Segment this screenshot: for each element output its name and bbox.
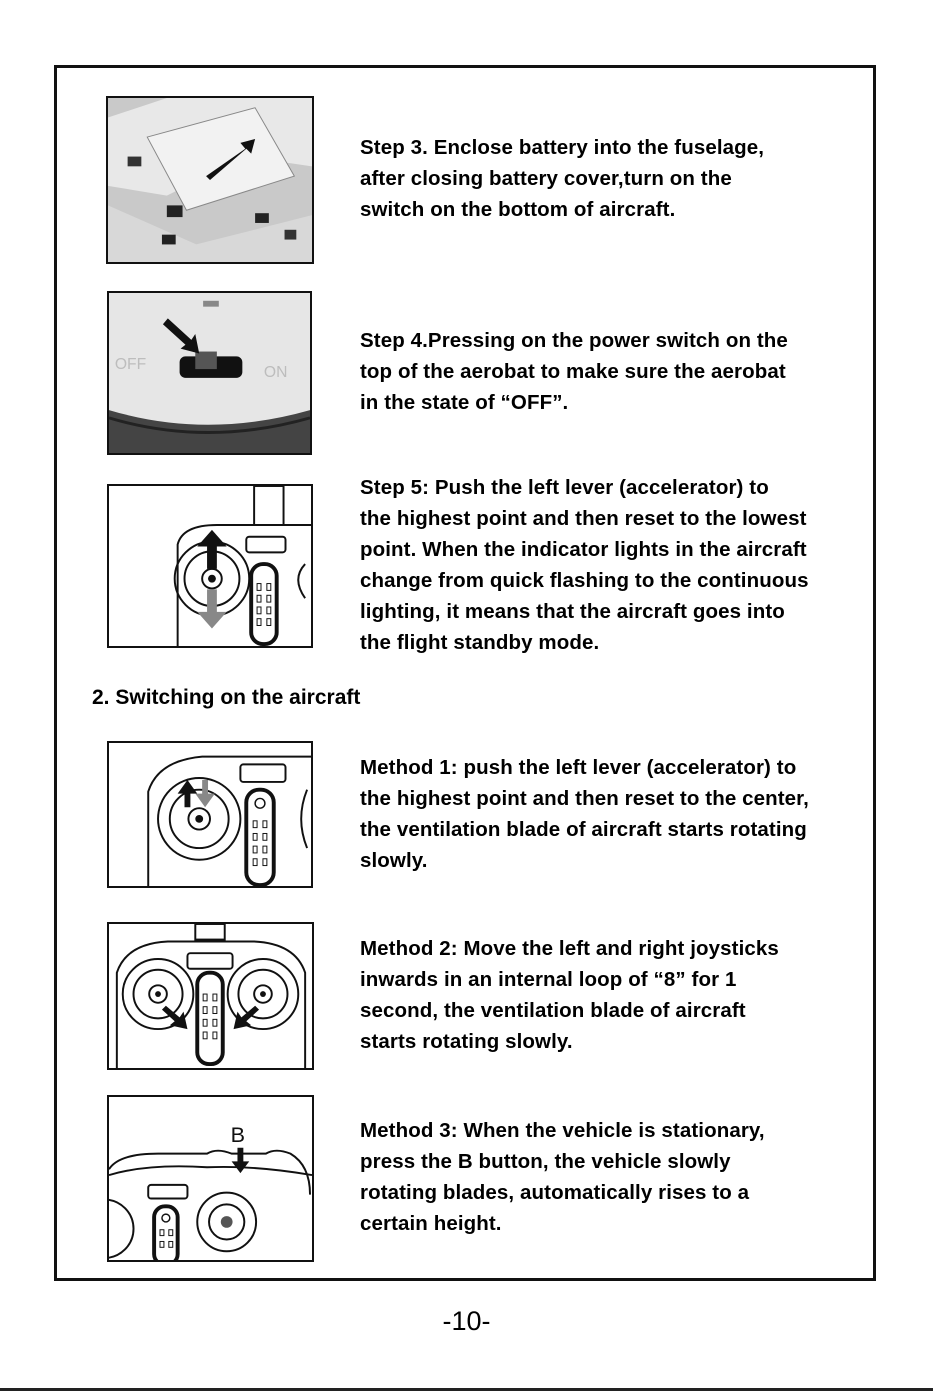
method-3-diagram bbox=[107, 1095, 314, 1262]
battery-photo bbox=[106, 96, 314, 264]
bottom-rule bbox=[0, 1388, 933, 1391]
step-5-line: the highest point and then reset to the lowest bbox=[360, 507, 807, 530]
b-button-label: B bbox=[230, 1122, 245, 1147]
step-4-line: in the state of “OFF”. bbox=[360, 391, 569, 414]
method-1-diagram bbox=[107, 741, 313, 888]
step-4-text bbox=[360, 325, 788, 418]
method-3-line: certain height. bbox=[360, 1212, 502, 1235]
section-heading: 2. Switching on the aircraft bbox=[92, 686, 361, 709]
method-2-line: second, the ventilation blade of aircraft bbox=[360, 999, 746, 1022]
page-number: -10- bbox=[442, 1306, 491, 1336]
step-4-line: Step 4.Pressing on the power switch on the bbox=[360, 329, 788, 352]
step-3-line: switch on the bottom of aircraft. bbox=[360, 198, 676, 221]
step-3-line: after closing battery cover,turn on the bbox=[360, 167, 732, 190]
step-5-line: the flight standby mode. bbox=[360, 631, 600, 654]
method-2-diagram bbox=[107, 922, 314, 1070]
method-1-line: the ventilation blade of aircraft starts rotating bbox=[360, 818, 807, 841]
method-3-text bbox=[360, 1115, 765, 1239]
step-5-line: point. When the indicator lights in the aircraft bbox=[360, 538, 807, 561]
method-2-line: Method 2: Move the left and right joysticks bbox=[360, 937, 779, 960]
step-5-line: lighting, it means that the aircraft goes into bbox=[360, 600, 785, 623]
step-3-text bbox=[360, 132, 764, 225]
off-label: OFF bbox=[114, 356, 147, 374]
method-3-line: Method 3: When the vehicle is stationary, bbox=[360, 1119, 765, 1142]
step-5-line: Step 5: Push the left lever (accelerator) to bbox=[360, 476, 769, 499]
method-1-line: the highest point and then reset to the center, bbox=[360, 787, 809, 810]
method-3-line: rotating blades, automatically rises to a bbox=[360, 1181, 750, 1204]
step-5-line: change from quick flashing to the continuous bbox=[360, 569, 809, 592]
step-5-text bbox=[360, 472, 809, 658]
on-label: ON bbox=[263, 363, 288, 381]
method-2-line: inwards in an internal loop of “8” for 1 bbox=[360, 968, 737, 991]
power-switch-photo bbox=[107, 291, 312, 455]
method-2-text bbox=[360, 933, 779, 1057]
step-4-line: top of the aerobat to make sure the aerobat bbox=[360, 360, 786, 383]
step-3-line: Step 3. Enclose battery into the fuselage, bbox=[360, 136, 765, 159]
method-2-line: starts rotating slowly. bbox=[360, 1030, 573, 1053]
method-3-line: press the B button, the vehicle slowly bbox=[360, 1150, 731, 1173]
method-1-line: slowly. bbox=[360, 849, 428, 872]
controller-left-lever-diagram bbox=[107, 484, 313, 648]
method-1-text bbox=[360, 752, 809, 876]
method-1-line: Method 1: push the left lever (accelerator) to bbox=[360, 756, 797, 779]
